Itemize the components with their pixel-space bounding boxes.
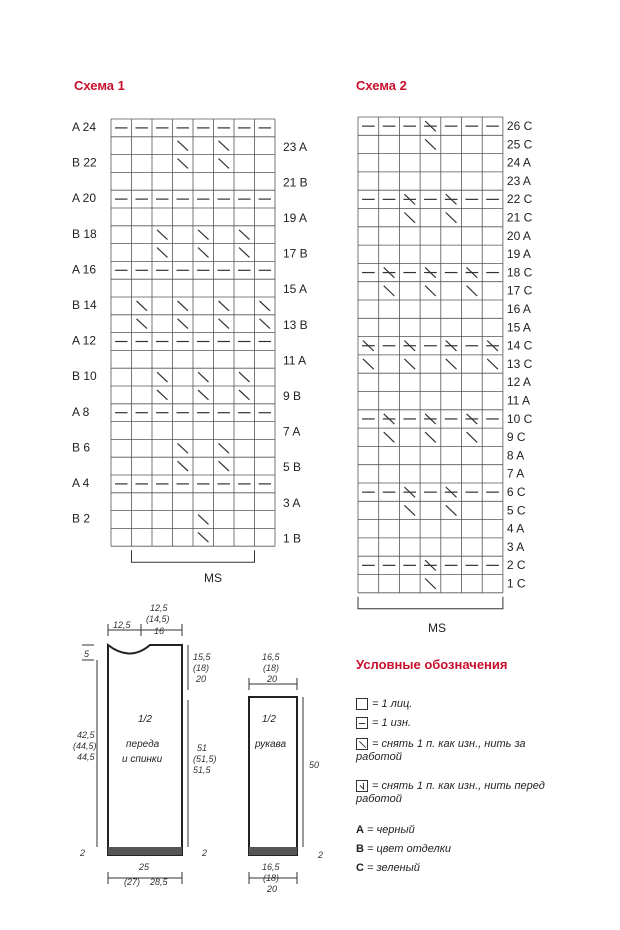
- scheme1-row-label-left: A 16: [72, 262, 97, 277]
- slip-mark: [260, 301, 271, 311]
- legend-item-slip-front: = снять 1 п. как изн., нить перед работой: [356, 780, 545, 805]
- scheme2-row-label-right: 11 A: [506, 393, 531, 408]
- scheme1-row-label-left: B 14: [72, 298, 97, 312]
- scheme1-row-label-left: B 2: [72, 511, 91, 526]
- front-top-mid-2: (14,5): [146, 614, 170, 624]
- scheme2-row-label-right: 15 A: [506, 320, 531, 335]
- front-right-3: 51,5: [193, 765, 211, 775]
- scheme1-row-label-left: A 12: [72, 333, 97, 348]
- front-top-mid-1: 12,5: [150, 603, 168, 613]
- slip-mark: [198, 230, 209, 240]
- scheme1-row-label-left: B 10: [72, 369, 97, 384]
- slip-mark: [198, 390, 209, 400]
- legend-title: Условные обозначения: [356, 657, 508, 672]
- scheme2-row-label-right: 5 C: [506, 503, 526, 518]
- scheme2-row-label-right: 25 C: [506, 137, 533, 152]
- scheme1-row-label-left: B 18: [72, 226, 97, 241]
- scheme2-row-label-right: 9 C: [506, 430, 526, 445]
- legend-color-c: C = зеленый: [356, 862, 420, 874]
- scheme1-row-label-right: 3 A: [283, 495, 301, 510]
- front-hem-left: 2: [80, 848, 86, 858]
- scheme1-row-label-right: 17 B: [283, 246, 308, 261]
- scheme2-row-label-right: 26 C: [506, 119, 533, 133]
- legend-item-slip-behind: = снять 1 п. как изн., нить за работой: [356, 738, 526, 763]
- slip-mark: [425, 139, 436, 149]
- scheme2-row-label-right: 3 A: [506, 539, 525, 554]
- scheme2-row-label-right: 16 A: [506, 302, 531, 316]
- slip-mark: [446, 359, 457, 369]
- sleeve-right: 50: [309, 760, 320, 770]
- scheme2-row-label-right: 4 A: [506, 521, 525, 536]
- scheme1-row-label-right: 11 A: [283, 353, 307, 368]
- front-label-2: переда: [126, 739, 160, 750]
- front-top-left: 12,5: [113, 620, 131, 630]
- slip-mark: [219, 141, 230, 151]
- scheme1-row-label-right: 1 B: [283, 531, 302, 546]
- slip-mark: [157, 372, 168, 382]
- scheme1-row-label-right: 9 B: [283, 389, 302, 403]
- legend-item-purl: = 1 изн.: [356, 717, 411, 730]
- scheme2-row-label-right: 10 C: [506, 411, 533, 426]
- front-left-2: (44,5): [73, 741, 97, 751]
- sleeve-label-1: 1/2: [262, 714, 276, 725]
- sleeve-hem-right: 2: [318, 850, 324, 860]
- slip-mark: [198, 532, 209, 542]
- scheme2-repeat-label: MS: [428, 621, 446, 635]
- front-bottom-2: (27): [124, 877, 141, 887]
- slip-mark: [157, 230, 168, 240]
- slip-mark: [404, 213, 415, 223]
- sleeve-label-2: рукава: [255, 739, 287, 750]
- slip-mark: [219, 159, 230, 169]
- scheme2-row-label-right: 2 C: [506, 558, 526, 573]
- scheme1-row-label-right: 7 A: [283, 424, 301, 439]
- slip-mark: [178, 159, 189, 169]
- front-right-top-1: 15,5: [193, 652, 211, 662]
- scheme1-row-label-right: 13 B: [283, 317, 308, 332]
- front-left-1: 42,5: [77, 730, 95, 740]
- scheme1-title: Схема 1: [74, 78, 125, 93]
- scheme2-row-label-right: 23 A: [506, 173, 531, 188]
- slip-mark: [446, 213, 457, 223]
- scheme2-row-label-right: 17 C: [506, 283, 533, 298]
- legend-item-knit: = 1 лиц.: [356, 698, 412, 711]
- slip-mark: [178, 443, 189, 453]
- sleeve-bottom-2: (18): [263, 873, 280, 883]
- slip-mark: [446, 505, 457, 515]
- slip-mark: [404, 359, 415, 369]
- slip-mark: [178, 301, 189, 311]
- front-label-1: 1/2: [138, 714, 152, 725]
- slip-mark: [239, 390, 250, 400]
- slip-mark: [198, 248, 209, 258]
- scheme2-row-label-right: 6 C: [506, 485, 526, 499]
- slip-mark: [467, 286, 478, 296]
- purl-symbol-icon: [356, 717, 368, 729]
- slip-mark: [425, 286, 436, 296]
- slip-mark: [137, 319, 148, 329]
- front-label-3: и спинки: [122, 754, 163, 765]
- scheme1-row-label-left: B 6: [72, 440, 91, 455]
- scheme2-row-label-right: 20 A: [506, 228, 531, 243]
- knit-symbol-icon: [356, 698, 368, 710]
- legend-color-a: A = черный: [356, 824, 415, 836]
- slip-mark: [198, 372, 209, 382]
- scheme1-row-label-right: 21 B: [283, 175, 308, 190]
- slip-mark: [404, 505, 415, 515]
- slip-behind-symbol-icon: [356, 738, 368, 750]
- slip-mark: [384, 432, 395, 442]
- slip-mark: [178, 319, 189, 329]
- scheme1-row-label-right: 5 B: [283, 460, 302, 475]
- slip-mark: [384, 286, 395, 296]
- scheme2-row-label-right: 22 C: [506, 192, 533, 207]
- slip-mark: [363, 359, 374, 369]
- legend-color-b: B = цвет отделки: [356, 843, 452, 855]
- scheme2-row-label-right: 13 C: [506, 356, 533, 371]
- slip-mark: [178, 461, 189, 471]
- front-outline: [108, 645, 182, 855]
- sleeve-top-2: (18): [263, 663, 280, 673]
- scheme2-row-label-right: 14 C: [506, 338, 533, 353]
- front-right-2: (51,5): [193, 754, 217, 764]
- scheme1-row-label-left: A 20: [72, 191, 97, 206]
- slip-mark: [260, 319, 271, 329]
- front-bottom-1: 25: [139, 862, 150, 872]
- slip-mark: [198, 515, 209, 525]
- slip-mark: [425, 432, 436, 442]
- scheme2-row-label-right: 24 A: [506, 155, 531, 170]
- slip-mark: [219, 461, 230, 471]
- front-left-small: 5: [84, 649, 90, 659]
- slip-mark: [239, 230, 250, 240]
- sleeve-top-1: 16,5: [262, 652, 280, 662]
- scheme2-row-label-right: 7 A: [506, 466, 525, 481]
- scheme1-row-label-left: A 24: [72, 120, 97, 134]
- sleeve-top-3: 20: [267, 674, 278, 684]
- slip-mark: [219, 443, 230, 453]
- scheme1-row-label-left: A 8: [72, 404, 90, 419]
- front-bottom-3: 28,5: [150, 877, 168, 887]
- sleeve-bottom-3: 20: [267, 884, 278, 894]
- front-right-top-3: 20: [196, 674, 207, 684]
- scheme1-row-label-right: 15 A: [283, 282, 308, 297]
- slip-mark: [178, 141, 189, 151]
- scheme2-row-label-right: 21 C: [506, 210, 533, 225]
- pattern-sleeve: [249, 652, 323, 894]
- scheme1-row-label-left: A 4: [72, 476, 90, 490]
- scheme2-row-label-right: 19 A: [506, 247, 531, 262]
- scheme2-row-label-right: 8 A: [506, 448, 525, 463]
- front-right-1: 51: [197, 743, 208, 753]
- scheme1-row-label-right: 23 A: [283, 139, 308, 154]
- scheme2-row-label-right: 1 C: [506, 576, 526, 591]
- scheme1-left-labels: [72, 120, 97, 526]
- slip-mark: [137, 301, 148, 311]
- scheme2-right-labels: [507, 119, 533, 591]
- slip-mark: [219, 301, 230, 311]
- slip-mark: [487, 359, 498, 369]
- scheme1-grid: [111, 119, 275, 562]
- slip-front-symbol-icon: [356, 780, 368, 792]
- slip-mark: [157, 390, 168, 400]
- scheme1-right-labels: [283, 140, 308, 546]
- slip-mark: [219, 319, 230, 329]
- front-hem-right: 2: [202, 848, 208, 858]
- scheme1-row-label-left: B 22: [72, 155, 97, 170]
- slip-mark: [425, 579, 436, 589]
- slip-mark: [157, 248, 168, 258]
- pattern-front-back: [73, 603, 217, 887]
- front-right-top-2: (18): [193, 663, 210, 673]
- scheme1-row-label-right: 19 A: [283, 211, 308, 225]
- slip-mark: [239, 248, 250, 258]
- sleeve-hem: [249, 847, 297, 855]
- scheme1-repeat-label: MS: [204, 571, 222, 585]
- scheme2-row-label-right: 12 A: [506, 375, 531, 390]
- scheme2-title: Схема 2: [356, 78, 407, 93]
- scheme2-row-label-right: 18 C: [506, 265, 533, 280]
- slip-mark: [467, 432, 478, 442]
- front-top-mid-3: 16: [154, 626, 165, 636]
- scheme2-grid: [358, 117, 503, 609]
- slip-mark: [239, 372, 250, 382]
- front-left-3: 44,5: [77, 752, 95, 762]
- front-hem: [108, 847, 182, 855]
- sleeve-bottom-1: 16,5: [262, 862, 280, 872]
